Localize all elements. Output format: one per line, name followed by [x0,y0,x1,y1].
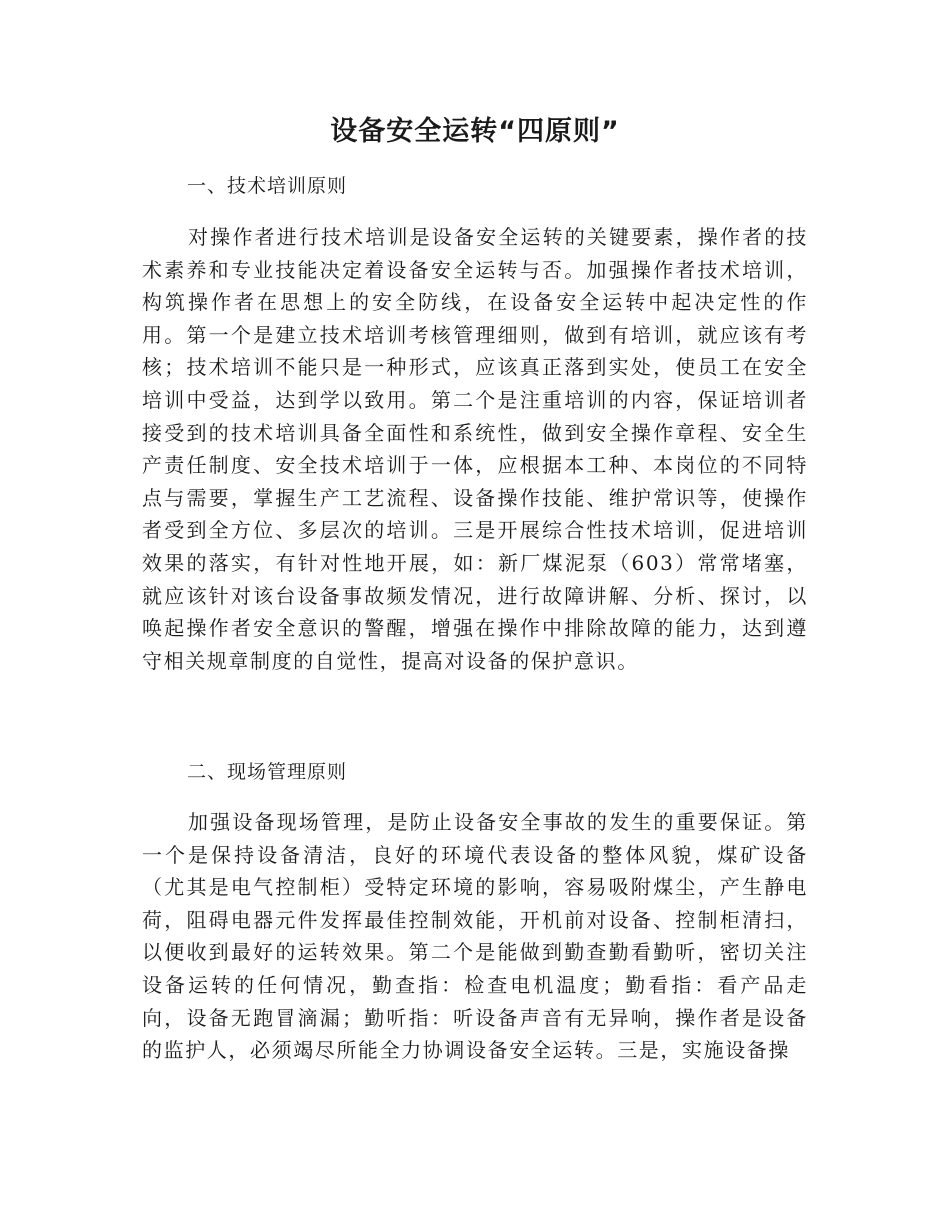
section-paragraph-site-management: 加强设备现场管理，是防止设备安全事故的发生的重要保证。第一个是保持设备清洁，良好的环境代表设备的整体风貌，煤矿设备（尤其是电气控制柜）受特定环境的影响，容易吸附煤尘，产生静电荷，阻碍电器元件发挥最佳控制效能，开机前对设备、控制柜清扫，以便收到最好的运转效果。第二个是能做到勤查勤看勤听，密切关注设备运转的任何情况，勤查指：检查电机温度；勤看指：看产品走向，设备无跑冒滴漏；勤听指：听设备声音有无异响，操作者是设备的监护人，必须竭尽所能全力协调设备安全运转。三是，实施设备操 [142,810,808,1063]
document-title: 设备安全运转“四原则” [330,116,620,147]
section-heading-site-management: 二、现场管理原则 [187,761,348,783]
section-heading-technical-training: 一、技术培训原则 [187,175,348,197]
section-paragraph-technical-training: 对操作者进行技术培训是设备安全运转的关键要素，操作者的技术素养和专业技能决定着设备安全运转与否。加强操作者技术培训，构筑操作者在思想上的安全防线，在设备安全运转中起决定性的作用。第一个是建立技术培训考核管理细则，做到有培训，就应该有考核；技术培训不能只是一种形式，应该真正落到实处，使员工在安全培训中受益，达到学以致用。第二个是注重培训的内容，保证培训者接受到的技术培训具备全面性和系统性，做到安全操作章程、安全生产责任制度、安全技术培训于一体，应根据本工种、本岗位的不同特点与需要，掌握生产工艺流程、设备操作技能、维护常识等，使操作者受到全方位、多层次的培训。三是开展综合性技术培训，促进培训效果的落实，有针对性地开展，如：新厂煤泥泵（603）常常堵塞，就应该针对该台设备事故频发情况，进行故障讲解、分析、探讨，以唤起操作者安全意识的警醒，增强在操作中排除故障的能力，达到遵守相关规章制度的自觉性，提高对设备的保护意识。 [142,225,808,673]
